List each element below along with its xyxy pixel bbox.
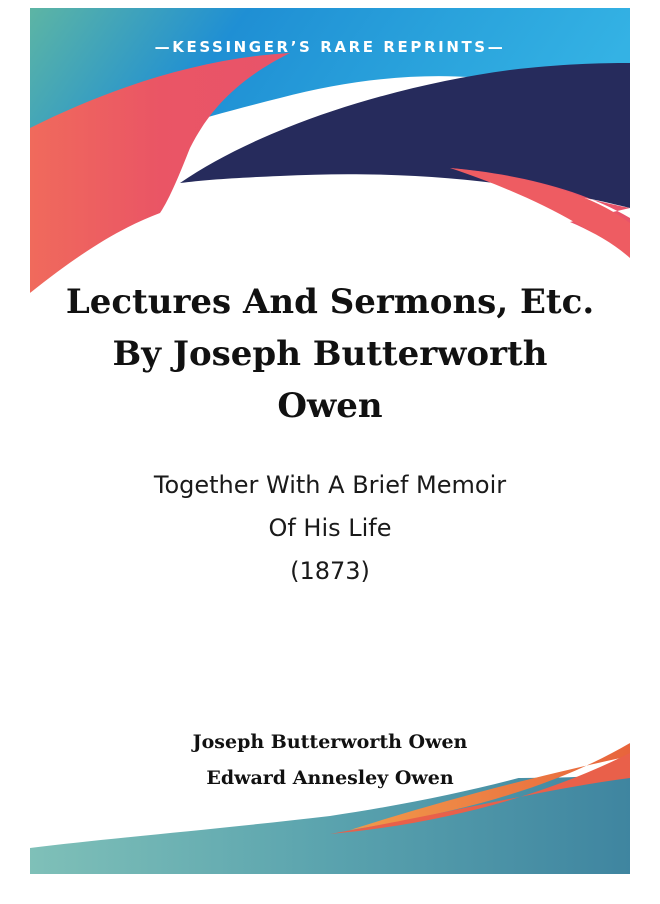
author-name: Joseph Butterworth Owen xyxy=(192,731,468,753)
book-cover xyxy=(30,8,630,874)
subtitle-line-2: Of His Life xyxy=(268,514,392,542)
book-subtitle xyxy=(60,464,600,593)
subtitle-year: (1873) xyxy=(290,557,370,585)
book-title: Lectures And Sermons, Etc. By Joseph Butterworth Owen xyxy=(65,282,595,426)
publisher-banner: —KESSINGER’S RARE REPRINTS— xyxy=(154,38,506,56)
author-list xyxy=(60,724,600,796)
subtitle-line-1: Together With A Brief Memoir xyxy=(153,471,507,499)
author-name: Edward Annesley Owen xyxy=(206,767,454,789)
